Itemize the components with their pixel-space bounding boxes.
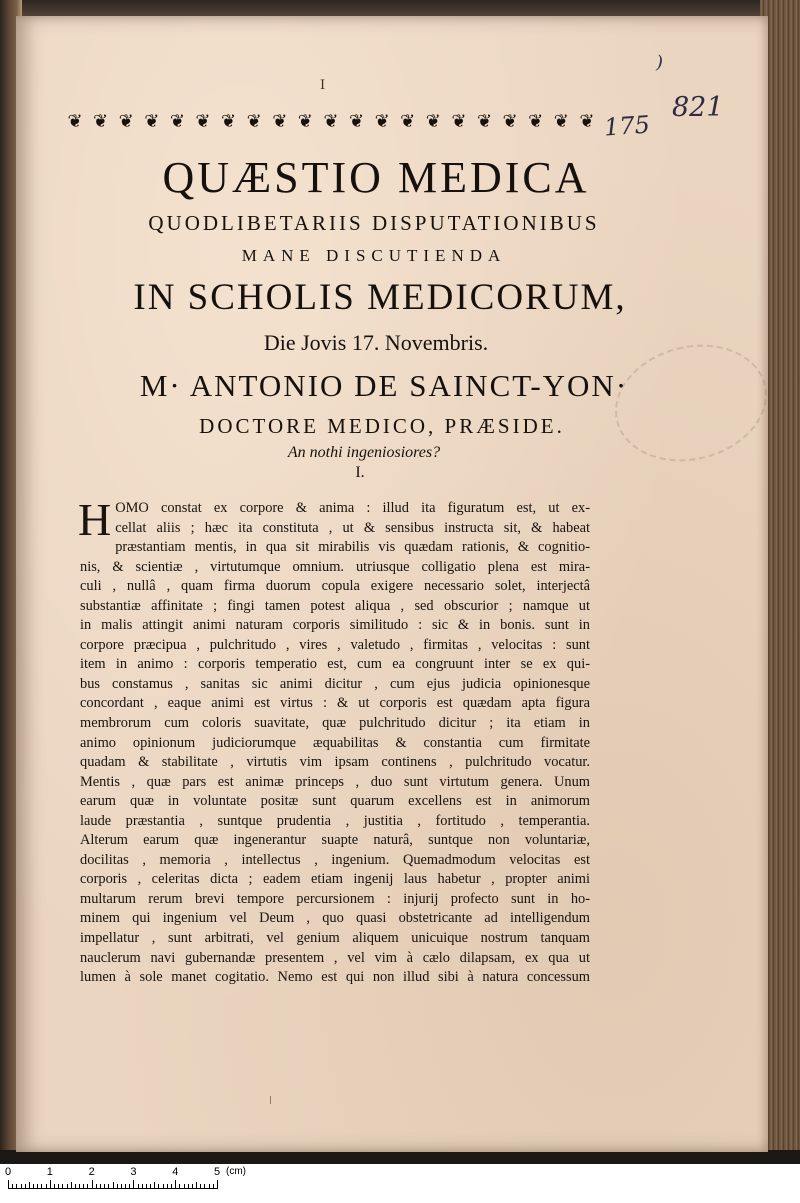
fleuron-icon: ❦ [169,111,185,132]
body-line: earum quæ in voluntate positæ sunt quarum excellens est in animorum [80,793,590,810]
ruler-minor-tick [54,1184,55,1189]
title-date: Die Jovis 17. Novembris. [263,330,489,355]
ruler-minor-tick [41,1184,42,1189]
ruler-major-tick [8,1180,9,1189]
ruler-major-tick [175,1180,176,1189]
fleuron-icon: ❦ [425,111,441,132]
book-page [16,16,768,1152]
body-line: membrorum cum coloris suavitate, quæ pulchritudo dicitur ; ita etiam in [80,715,590,732]
ruler-label: 5 [214,1166,221,1178]
ruler-minor-tick [188,1184,189,1189]
ruler-minor-tick [200,1184,201,1189]
signature-mark: I [320,78,326,93]
body-line: docilitas , memoria , intellectus , ingenium. Quemadmodum velocitas est [80,851,590,868]
body-line: Mentis , quæ pars est animæ princeps , duo sunt virtutum genera. Unum [80,773,590,790]
body-line: quadam & stabilitate , virtutis vim ipsam continens , pulchritudo vocatur. [80,754,590,771]
fleuron-icon: ❦ [451,111,467,132]
body-line: cellat aliis ; hæc ita constituta , ut & sensibus instructa sit, & habeat [115,519,590,536]
handwritten-folio-821: 821 [672,92,724,123]
ruler-minor-tick [12,1184,13,1189]
ruler-minor-tick [196,1182,197,1189]
body-line: minem qui ingenium vel Deum , quo quasi obstetricante ad intelligendum [80,910,590,927]
fleuron-icon: ❦ [400,111,416,132]
body-text [78,494,590,988]
ruler-minor-tick [209,1184,210,1189]
body-line: impellatur , sunt arbitrati, vel genium aliquem unicuique nostrum tanquam [80,930,590,947]
body-line: nis, & scientiæ , virtutumque omnium. utriusque colligatio plena est mira- [80,558,590,575]
body-line: nauclerum navi gubernandæ presentem , vel vim à cælo dilapsam, ex qua ut [80,949,590,966]
body-line: præstantiam mentis, in qua sit mirabilis vis quædam rationis, & cognitio- [115,539,590,556]
ruler-minor-tick [21,1184,22,1189]
drop-cap: H [78,494,112,545]
handwritten-folio-175: 175 [603,110,651,142]
fleuron-icon: ❦ [93,111,109,132]
fleuron-icon: ❦ [67,111,83,132]
ruler-minor-tick [129,1184,130,1189]
fleuron-icon: ❦ [553,111,569,132]
title-in-scholis: IN SCHOLIS MEDICORUM, [133,277,627,318]
title-mane-discutienda: MANE DISCUTIENDA [241,246,507,265]
body-line: in malis attingit animi naturam corporis similitudo : sic & in bonis. sunt in [80,617,590,634]
ruler-minor-tick [184,1184,185,1189]
ruler-minor-tick [167,1184,168,1189]
ruler-minor-tick [29,1182,30,1189]
section-number: I. [355,464,365,481]
fleuron-icon: ❦ [579,111,595,132]
ruler-minor-tick [46,1184,47,1189]
fleuron-icon: ❦ [118,111,134,132]
ruler-minor-tick [204,1184,205,1189]
body-line: Alterum earum quæ ingenerantur suapte naturâ, suntque non voluntariæ, [80,832,590,849]
handwritten-corner-mark: ) [656,52,664,73]
title-doctore-medico: DOCTORE MEDICO, PRÆSIDE. [199,414,565,438]
ruler-label: 1 [46,1166,53,1178]
ruler-minor-tick [75,1184,76,1189]
ruler-minor-tick [125,1184,126,1189]
ruler-major-tick [217,1180,218,1189]
ruler-major-tick [50,1180,51,1189]
ruler-minor-tick [213,1184,214,1189]
ruler-label: 0 [5,1166,12,1178]
fleuron-icon: ❦ [246,111,262,132]
ruler-minor-tick [71,1182,72,1189]
ruler-minor-tick [192,1184,193,1189]
ruler-minor-tick [138,1184,139,1189]
title-praeses-name: M· ANTONIO DE SAINCT-YON· [139,368,629,403]
fleuron-icon: ❦ [195,111,211,132]
body-line: animo opinionum judiciorumque æquabilitas & constantia cum firmitate [80,734,590,751]
fleuron-icon: ❦ [297,111,313,132]
ruler-minor-tick [179,1184,180,1189]
ruler-label: 3 [130,1166,137,1178]
ruler-minor-tick [158,1184,159,1189]
ruler-minor-tick [146,1184,147,1189]
ruler-major-tick [92,1180,93,1189]
title-quodlibetariis: QUODLIBETARIIS DISPUTATIONIBUS [148,211,600,235]
ruler-minor-tick [58,1184,59,1189]
ruler-minor-tick [16,1184,17,1189]
body-line: substantiæ affinitate ; fingi tamen potest aliqua , sed obscurior ; namque ut [80,597,590,614]
ruler-minor-tick [87,1184,88,1189]
ornament-band [66,108,596,136]
ruler-minor-tick [67,1184,68,1189]
ruler-minor-tick [117,1184,118,1189]
body-line: multarum rerum brevi tempore percursionem : injurij profecto sunt in ho- [80,890,590,907]
body-line: concordant , eaque animi est virtus : & ut corporis est quædam apta figura [80,695,590,712]
ruler-minor-tick [171,1184,172,1189]
body-line: lumen à sole manet cogitatio. Nemo est qui non illud sibi à natura concessum [80,969,590,986]
ruler-minor-tick [163,1184,164,1189]
body-line: laude præstantia , suntque prudentia , justitia , fortitudo , temperantia. [80,812,590,829]
body-line: corporis , celeritas dicta ; eadem etiam ingenij laus habetur , propter animi [80,871,590,888]
ruler-major-tick [133,1180,134,1189]
fleuron-icon: ❦ [502,111,518,132]
ruler-minor-tick [142,1184,143,1189]
ruler-minor-tick [113,1182,114,1189]
fleuron-icon: ❦ [323,111,339,132]
ruler-minor-tick [100,1184,101,1189]
ruler-minor-tick [37,1184,38,1189]
ruler-minor-tick [108,1184,109,1189]
fleuron-icon: ❦ [348,111,365,132]
pencil-mark [270,1096,271,1104]
ruler-minor-tick [150,1184,151,1189]
ruler-unit: (cm) [226,1166,246,1177]
ruler-minor-tick [33,1184,34,1189]
fleuron-icon: ❦ [144,111,160,132]
fleuron-icon: ❦ [221,111,237,132]
body-line: item in animo : corporis temperatio est, cum ea congruunt inter se ex qui- [80,656,590,673]
ruler-minor-tick [79,1184,80,1189]
fleuron-icon: ❦ [528,111,544,132]
fleuron-icon: ❦ [476,111,493,132]
ruler-label: 4 [172,1166,179,1178]
body-line: corpore præcipua , pulchritudo , vires , valetudo , firmitas , velocitas : sunt [80,636,590,653]
title-quaestio-medica: QUÆSTIO MEDICA [162,153,590,202]
ruler-minor-tick [104,1184,105,1189]
ruler-label: 2 [88,1166,95,1178]
body-line: culi , nullâ , quam firma duorum copula exigere necessario solet, interjectâ [80,578,590,595]
body-line: bus constamus , sanitas sic animi dicitur , cum ejus judicia opinionesque [80,675,590,692]
ruler-minor-tick [121,1184,122,1189]
ruler-minor-tick [154,1182,155,1189]
ruler-minor-tick [96,1184,97,1189]
fleuron-icon: ❦ [272,111,288,132]
ruler-minor-tick [25,1184,26,1189]
body-line: OMO constat ex corpore & anima : illud ita figuratum est, ut ex- [115,500,590,516]
fleuron-icon: ❦ [374,111,390,132]
ruler-minor-tick [83,1184,84,1189]
ruler-minor-tick [62,1184,63,1189]
question-heading: An nothi ingeniosiores? [287,444,441,461]
scale-ruler [0,1164,800,1203]
